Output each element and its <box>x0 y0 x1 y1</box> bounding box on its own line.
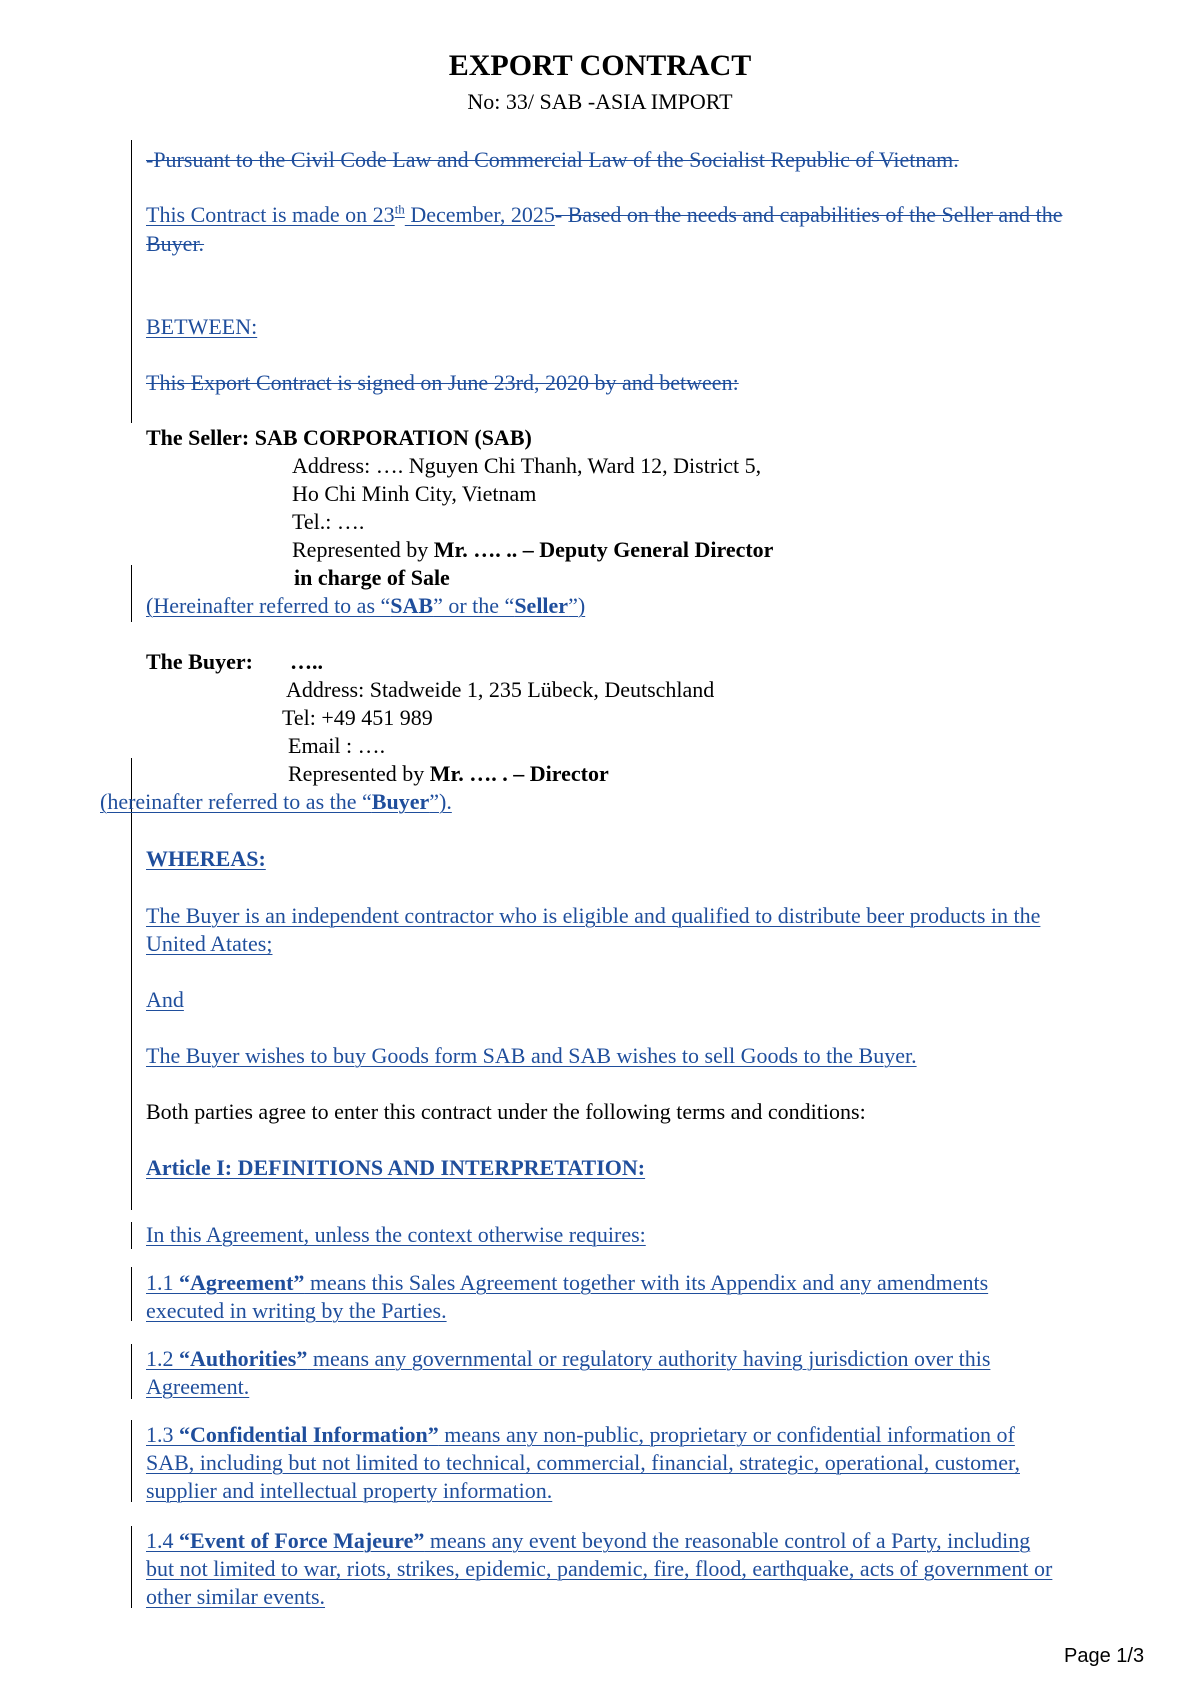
definition-agreement-cont: executed in writing by the Parties. <box>146 1298 447 1323</box>
buyer-reference <box>100 788 452 816</box>
definition-agreement <box>146 1269 988 1297</box>
agreement-statement: Both parties agree to enter this contract under the following terms and conditions: <box>146 1099 866 1124</box>
definition-confidential <box>146 1421 1015 1449</box>
seller-rep-name: Mr. …. .. – Deputy General Director <box>433 537 774 562</box>
seller-address-line-2: Ho Chi Minh City, Vietnam <box>292 481 537 506</box>
contract-date-inserted: This Contract is made on 23 <box>146 202 395 227</box>
buyer-email: Email : …. <box>288 733 386 758</box>
definition-confidential-cont: SAB, including but not limited to technical, commercial, financial, strategic, operational, customer, <box>146 1450 1020 1475</box>
definition-text: means any non-public, proprietary or confidential information of <box>438 1422 1015 1447</box>
definition-force-majeure-cont-2: other similar events. <box>146 1584 326 1609</box>
definition-authorities <box>146 1345 990 1373</box>
buyer-name: ….. <box>290 649 323 674</box>
seller-address-line-1: Address: …. Nguyen Chi Thanh, Ward 12, District 5, <box>292 453 762 478</box>
definition-number: 1.3 <box>146 1422 179 1447</box>
pursuant-clause-deleted: -Pursuant to the Civil Code Law and Commercial Law of the Socialist Republic of Vietnam. <box>146 147 959 172</box>
seller-ref-text: (Hereinafter referred to as “ <box>146 593 391 618</box>
signed-clause-deleted: This Export Contract is signed on June 23rd, 2020 by and between: <box>146 370 739 395</box>
buyer-ref-text-2: ”). <box>429 789 452 814</box>
definition-number: 1.2 <box>146 1346 179 1371</box>
seller-representative <box>292 536 773 564</box>
seller-rep-title-cont: in charge of Sale <box>294 565 450 590</box>
change-bar <box>131 758 132 1210</box>
change-bar <box>131 140 132 423</box>
change-bar <box>131 1267 132 1321</box>
whereas-para-1-cont: United Atates; <box>146 931 273 956</box>
buyer-label: The Buyer: <box>146 649 253 674</box>
contract-date-month: December, 2025 <box>404 202 555 227</box>
definition-term: “Event of Force Majeure” <box>179 1528 425 1553</box>
document-title: EXPORT CONTRACT <box>448 49 752 82</box>
seller-heading: The Seller: SAB CORPORATION (SAB) <box>146 425 532 450</box>
change-bar <box>131 1526 132 1608</box>
article-1-heading: Article I: DEFINITIONS AND INTERPRETATION: <box>146 1155 646 1180</box>
whereas-para-1: The Buyer is an independent contractor who is eligible and qualified to distribute beer products in the <box>146 903 1041 928</box>
change-bar <box>131 1344 132 1399</box>
page-number: Page 1/3 <box>1064 1645 1145 1667</box>
definition-text: means any governmental or regulatory authority having jurisdiction over this <box>307 1346 991 1371</box>
buyer-rep-name: Mr. …. . – Director <box>429 761 609 786</box>
seller-ref-text-3: ”) <box>568 593 586 618</box>
between-heading: BETWEEN: <box>146 314 258 339</box>
needs-clause-deleted: - Based on the needs and capabilities of the Seller and the <box>554 202 1063 227</box>
definition-term: “Confidential Information” <box>179 1422 439 1447</box>
change-bar <box>131 565 132 622</box>
whereas-and: And <box>146 987 184 1012</box>
buyer-representative <box>288 760 609 788</box>
needs-clause-deleted-cont: Buyer. <box>146 231 205 256</box>
buyer-ref-buyer: Buyer <box>371 789 430 814</box>
seller-ref-text-2: ” or the “ <box>433 593 515 618</box>
definition-number: 1.4 <box>146 1528 179 1553</box>
article-1-intro: In this Agreement, unless the context otherwise requires: <box>146 1222 646 1247</box>
definition-confidential-cont-2: supplier and intellectual property information. <box>146 1478 553 1503</box>
whereas-para-2: The Buyer wishes to buy Goods form SAB and SAB wishes to sell Goods to the Buyer. <box>146 1043 917 1068</box>
contract-number: No: 33/ SAB -ASIA IMPORT <box>467 89 733 114</box>
seller-ref-sab: SAB <box>390 593 434 618</box>
definition-authorities-cont: Agreement. <box>146 1374 250 1399</box>
seller-ref-seller: Seller <box>514 593 569 618</box>
change-bar <box>131 1222 132 1249</box>
definition-force-majeure-cont: but not limited to war, riots, strikes, epidemic, pandemic, fire, flood, earthquake, acts of government or <box>146 1556 1053 1581</box>
seller-reference <box>146 592 585 620</box>
buyer-address: Address: Stadweide 1, 235 Lübeck, Deutschland <box>286 677 715 702</box>
buyer-ref-text: (hereinafter referred to as the “ <box>100 789 372 814</box>
date-suffix: th <box>394 201 405 217</box>
definition-force-majeure <box>146 1527 1030 1555</box>
change-bar <box>131 1420 132 1502</box>
definition-term: “Authorities” <box>179 1346 308 1371</box>
definition-number: 1.1 <box>146 1270 179 1295</box>
definition-term: “Agreement” <box>179 1270 305 1295</box>
seller-tel: Tel.: …. <box>292 509 365 534</box>
definition-text: means any event beyond the reasonable control of a Party, including <box>424 1528 1031 1553</box>
definition-text: means this Sales Agreement together with its Appendix and any amendments <box>304 1270 989 1295</box>
buyer-tel: Tel: +49 451 989 <box>282 705 433 730</box>
contract-date-line <box>146 201 1063 229</box>
seller-rep-prefix: Represented by <box>292 537 434 562</box>
buyer-rep-prefix: Represented by <box>288 761 430 786</box>
whereas-heading: WHEREAS: <box>146 846 266 871</box>
